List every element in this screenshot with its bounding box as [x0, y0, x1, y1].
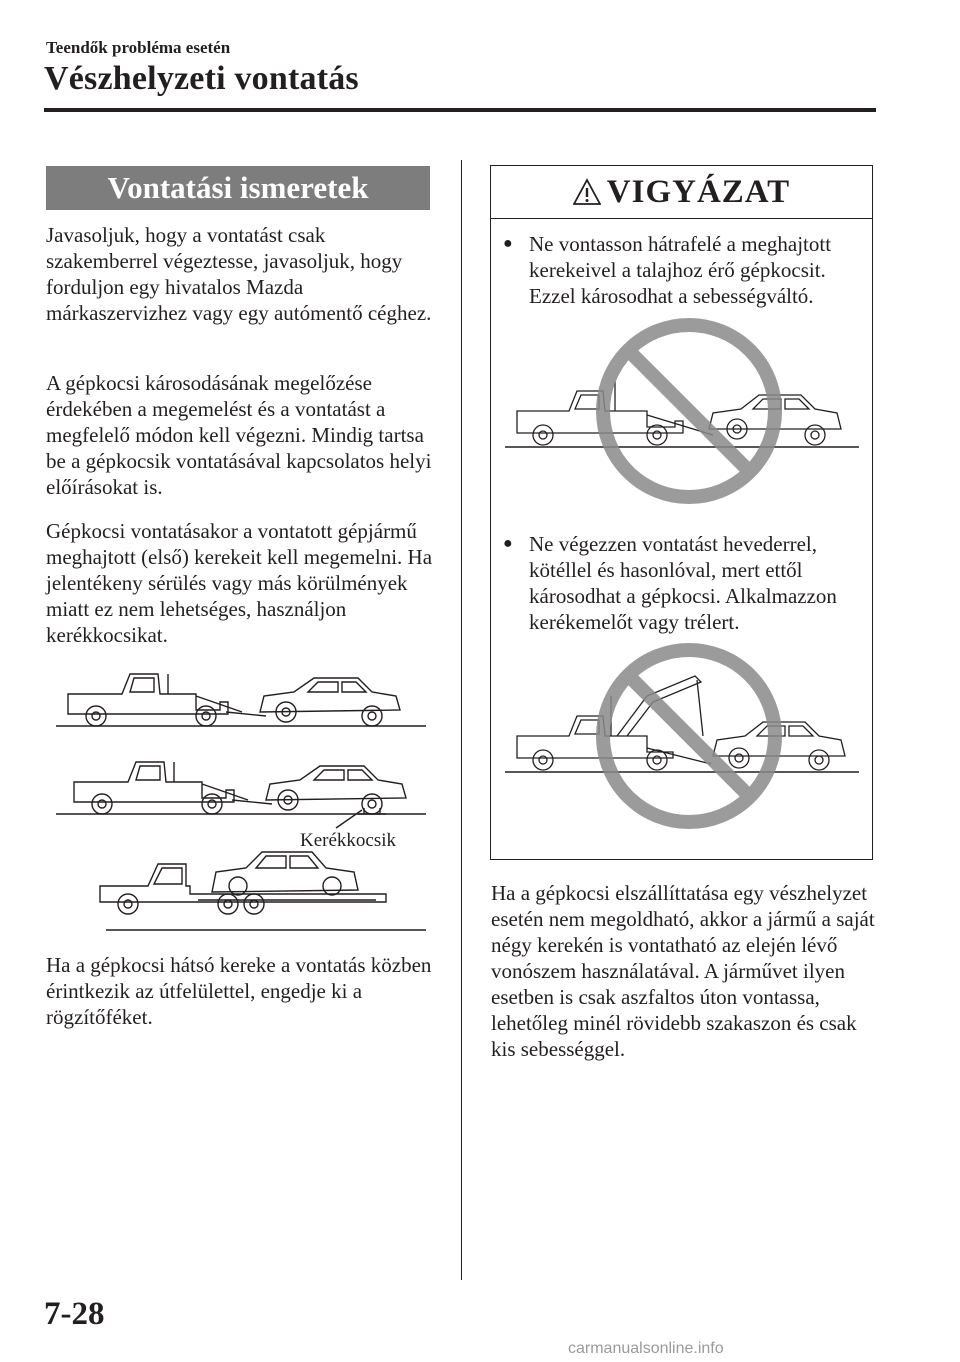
- car-on-flatbed: [212, 852, 358, 895]
- warning-header: [491, 166, 872, 219]
- bullet-dot-icon: ●: [503, 235, 513, 252]
- warning-bullet: [503, 231, 858, 309]
- page-number: 7-28: [44, 1296, 105, 1332]
- prohibited-reverse-tow-illustration: [497, 311, 867, 511]
- watermark: carmanualsonline.info: [568, 1340, 724, 1357]
- warning-heading: VIGYÁZAT: [606, 174, 791, 210]
- page-title: Vészhelyzeti vontatás: [44, 60, 359, 97]
- prohibited-sling-tow-illustration: [497, 636, 867, 836]
- warning-triangle-icon: [573, 178, 601, 206]
- paragraph-recommendation: Javasoljuk, hogy a vontatást csak szakemberrel végeztesse, javasoljuk, hogy forduljon egy hivatalos Mazda márkaszervizhez vagy egy autómentő céghez.: [46, 223, 432, 325]
- flatbed-truck: [100, 864, 386, 914]
- towed-car-row1: [260, 678, 400, 726]
- tow-truck-dollies: [74, 762, 272, 814]
- chapter-heading: Teendők probléma esetén: [46, 38, 231, 57]
- warning-bullet-text: Ne végezzen vontatást hevederrel, kötéllel és hasonlóval, mert ettől károsodhat a gépkocsi. Alkalmazzon kerékemelőt vagy trélert.: [529, 532, 837, 634]
- paragraph-wheel-lift: Gépkocsi vontatásakor a vontatott gépjármű meghajtott (első) kerekeit kell megemelni. Ha jelentékeny sérülés vagy más körülmények miatt ez nem lehetséges, használjon kerékkocsikat.: [46, 519, 433, 647]
- paragraph-parking-brake: Ha a gépkocsi hátsó kereke a vontatás közben érintkezik az útfelülettel, engedje ki a rögzítőféket.: [46, 953, 432, 1029]
- towed-car-row2: [266, 766, 406, 814]
- tow-truck-wheel-lift: [68, 674, 266, 726]
- title-rule: [44, 108, 876, 112]
- wheel-dollies-label: Kerékkocsik: [300, 830, 397, 851]
- warning-box: [490, 165, 873, 860]
- section-title: Vontatási ismeretek: [46, 166, 430, 210]
- paragraph-damage-prevention: A gépkocsi károsodásának megelőzése érdekében a megemelést és a vontatást a megfelelő módon kell végezni. Mindig tartsa be a gépkocsik vontatásával kapcsolatos helyi előírásokat is.: [46, 371, 432, 499]
- paragraph-emergency-tow: Ha a gépkocsi elszállíttatása egy vészhelyzet esetén nem megoldható, akkor a jármű a saját négy kerekén is vontatható az elején lévő vonószem használatával. A járművet ilyen esetben is csak aszfaltos úton vontassa, lehetőleg minél rövidebb szakaszon és csak kis sebességgel.: [491, 881, 875, 1061]
- dolly-leader-line: [336, 810, 362, 828]
- towing-methods-illustration: [46, 660, 436, 935]
- bullet-dot-icon: ●: [503, 535, 513, 552]
- warning-bullet-text: Ne vontasson hátrafelé a meghajtott kerekeivel a talajhoz érő gépkocsit. Ezzel károsodhat a sebességváltó.: [529, 232, 832, 308]
- warning-bullet: [503, 531, 858, 635]
- column-divider: [461, 160, 462, 1280]
